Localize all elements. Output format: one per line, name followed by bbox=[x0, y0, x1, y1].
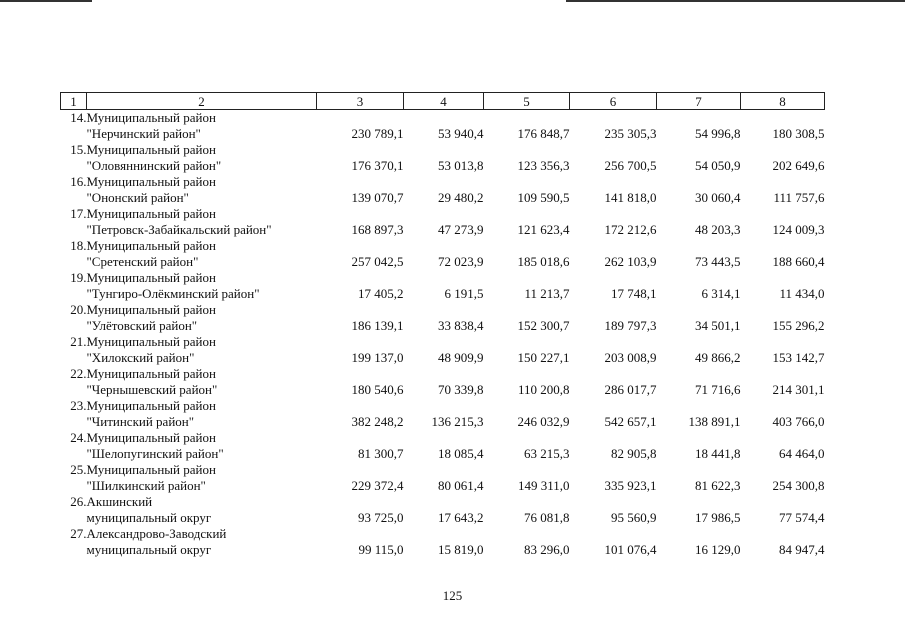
value-col-3: 17 405,2 bbox=[358, 286, 404, 301]
value-col-7: 81 622,3 bbox=[695, 478, 741, 493]
value-col-6: 82 905,8 bbox=[611, 446, 657, 461]
value-col-4: 17 643,2 bbox=[438, 510, 484, 525]
column-header: 1 bbox=[61, 93, 87, 110]
value-col-6: 235 305,3 bbox=[604, 126, 657, 141]
budget-table bbox=[60, 92, 825, 558]
value-col-3: 93 725,0 bbox=[358, 510, 404, 525]
municipality-type: Муниципальный район bbox=[86, 110, 216, 125]
municipality-type: Муниципальный район bbox=[86, 366, 216, 381]
row-number-text: 26. bbox=[70, 494, 87, 509]
value-col-4: 18 085,4 bbox=[438, 446, 484, 461]
value-col-7: 71 716,6 bbox=[695, 382, 741, 397]
row-number-text: 19. bbox=[70, 270, 87, 285]
municipality-name bbox=[87, 270, 317, 302]
municipality-title: "Петровск-Забайкальский район" bbox=[86, 222, 272, 237]
row-number bbox=[61, 334, 87, 366]
value-col-8: 84 947,4 bbox=[779, 542, 825, 557]
value-col-3: 81 300,7 bbox=[358, 446, 404, 461]
value-col-4: 15 819,0 bbox=[438, 542, 484, 557]
row-number bbox=[61, 398, 87, 430]
column-header: 8 bbox=[741, 93, 825, 110]
value-col-6: 172 212,6 bbox=[604, 222, 657, 237]
municipality-type: Акшинский bbox=[86, 494, 153, 509]
value-col-8: 77 574,4 bbox=[779, 510, 825, 525]
row-number-text: 20. bbox=[70, 302, 87, 317]
row-number bbox=[61, 206, 87, 238]
value-col-6: 203 008,9 bbox=[604, 350, 657, 365]
value-col-8: 254 300,8 bbox=[772, 478, 825, 493]
value-col-5: 109 590,5 bbox=[517, 190, 570, 205]
value-col-7: 6 314,1 bbox=[701, 286, 741, 301]
municipality-name bbox=[87, 174, 317, 206]
value-col-6: 17 748,1 bbox=[611, 286, 657, 301]
municipality-title: "Ононский район" bbox=[86, 190, 189, 205]
value-col-6: 141 818,0 bbox=[604, 190, 657, 205]
value-col-3: 382 248,2 bbox=[351, 414, 404, 429]
municipality-title: "Читинский район" bbox=[86, 414, 195, 429]
value-col-4: 72 023,9 bbox=[438, 254, 484, 269]
value-col-4: 47 273,9 bbox=[438, 222, 484, 237]
municipality-name bbox=[87, 334, 317, 366]
table-row bbox=[61, 270, 825, 302]
row-number bbox=[61, 302, 87, 334]
value-col-4: 6 191,5 bbox=[444, 286, 484, 301]
row-number-text: 14. bbox=[70, 110, 87, 125]
municipality-title: "Улётовский район" bbox=[86, 318, 198, 333]
value-col-6: 189 797,3 bbox=[604, 318, 657, 333]
value-col-4: 33 838,4 bbox=[438, 318, 484, 333]
table-row bbox=[61, 110, 825, 143]
value-col-3: 139 070,7 bbox=[351, 190, 404, 205]
row-number-text: 21. bbox=[70, 334, 87, 349]
scan-edge-line-right bbox=[566, 0, 905, 2]
value-col-6: 335 923,1 bbox=[604, 478, 657, 493]
column-header: 6 bbox=[570, 93, 657, 110]
page-number: 125 bbox=[442, 588, 463, 603]
column-header: 4 bbox=[404, 93, 484, 110]
value-col-7: 138 891,1 bbox=[688, 414, 741, 429]
value-col-3: 99 115,0 bbox=[358, 542, 404, 557]
table-row bbox=[61, 526, 825, 558]
municipality-type: Муниципальный район bbox=[86, 270, 216, 285]
municipality-title: муниципальный округ bbox=[86, 542, 212, 557]
table-row bbox=[61, 430, 825, 462]
row-number bbox=[61, 174, 87, 206]
value-col-5: 123 356,3 bbox=[517, 158, 570, 173]
value-col-8: 111 757,6 bbox=[773, 190, 825, 205]
value-col-5: 152 300,7 bbox=[517, 318, 570, 333]
table-row bbox=[61, 302, 825, 334]
value-col-7: 34 501,1 bbox=[695, 318, 741, 333]
value-col-7: 30 060,4 bbox=[695, 190, 741, 205]
row-number bbox=[61, 430, 87, 462]
value-col-4: 53 013,8 bbox=[438, 158, 484, 173]
municipality-name bbox=[87, 366, 317, 398]
value-col-7: 48 203,3 bbox=[695, 222, 741, 237]
value-col-3: 186 139,1 bbox=[351, 318, 404, 333]
value-col-5: 121 623,4 bbox=[517, 222, 570, 237]
value-col-6: 262 103,9 bbox=[604, 254, 657, 269]
value-col-5: 185 018,6 bbox=[517, 254, 570, 269]
municipality-type: Муниципальный район bbox=[86, 174, 216, 189]
value-col-3: 230 789,1 bbox=[351, 126, 404, 141]
municipality-title: "Шилкинский район" bbox=[86, 478, 206, 493]
row-number-text: 15. bbox=[70, 142, 87, 157]
table-row bbox=[61, 398, 825, 430]
municipality-type: Муниципальный район bbox=[86, 334, 216, 349]
municipality-type: Александрово-Заводский bbox=[86, 526, 227, 541]
value-col-5: 76 081,8 bbox=[524, 510, 570, 525]
municipality-title: "Нерчинский район" bbox=[86, 126, 201, 141]
municipality-name bbox=[87, 430, 317, 462]
municipality-type: Муниципальный район bbox=[86, 462, 216, 477]
value-col-5: 150 227,1 bbox=[517, 350, 570, 365]
municipality-type: Муниципальный район bbox=[86, 430, 216, 445]
table-row bbox=[61, 366, 825, 398]
municipality-name bbox=[87, 462, 317, 494]
table-row bbox=[61, 462, 825, 494]
value-col-5: 246 032,9 bbox=[517, 414, 570, 429]
table-row bbox=[61, 206, 825, 238]
value-col-7: 54 050,9 bbox=[695, 158, 741, 173]
value-col-8: 214 301,1 bbox=[772, 382, 825, 397]
value-col-6: 101 076,4 bbox=[604, 542, 657, 557]
value-col-7: 49 866,2 bbox=[695, 350, 741, 365]
value-col-5: 176 848,7 bbox=[517, 126, 570, 141]
municipality-name bbox=[87, 238, 317, 270]
table-row bbox=[61, 334, 825, 366]
value-col-5: 63 215,3 bbox=[524, 446, 570, 461]
column-header: 7 bbox=[657, 93, 741, 110]
municipality-title: муниципальный округ bbox=[86, 510, 212, 525]
value-col-4: 29 480,2 bbox=[438, 190, 484, 205]
column-header: 3 bbox=[317, 93, 404, 110]
value-col-7: 18 441,8 bbox=[695, 446, 741, 461]
municipality-name bbox=[87, 398, 317, 430]
column-header: 2 bbox=[87, 93, 317, 110]
row-number-text: 16. bbox=[70, 174, 87, 189]
value-col-4: 70 339,8 bbox=[438, 382, 484, 397]
scan-edge-line-left bbox=[0, 0, 92, 2]
value-col-7: 73 443,5 bbox=[695, 254, 741, 269]
value-col-6: 256 700,5 bbox=[604, 158, 657, 173]
value-col-3: 257 042,5 bbox=[351, 254, 404, 269]
value-col-8: 188 660,4 bbox=[772, 254, 825, 269]
value-col-4: 136 215,3 bbox=[431, 414, 484, 429]
row-number bbox=[61, 462, 87, 494]
value-col-3: 176 370,1 bbox=[351, 158, 404, 173]
table-row bbox=[61, 494, 825, 526]
value-col-7: 16 129,0 bbox=[695, 542, 741, 557]
row-number bbox=[61, 526, 87, 558]
value-col-5: 83 296,0 bbox=[524, 542, 570, 557]
table-row bbox=[61, 142, 825, 174]
row-number-text: 24. bbox=[70, 430, 87, 445]
municipality-type: Муниципальный район bbox=[86, 398, 216, 413]
municipality-name bbox=[87, 302, 317, 334]
row-number-text: 22. bbox=[70, 366, 87, 381]
municipality-name bbox=[87, 206, 317, 238]
row-number-text: 18. bbox=[70, 238, 87, 253]
row-number-text: 17. bbox=[70, 206, 87, 221]
value-col-8: 64 464,0 bbox=[779, 446, 825, 461]
column-header: 5 bbox=[484, 93, 570, 110]
row-number bbox=[61, 270, 87, 302]
value-col-6: 542 657,1 bbox=[604, 414, 657, 429]
municipality-type: Муниципальный район bbox=[86, 142, 216, 157]
municipality-type: Муниципальный район bbox=[86, 302, 216, 317]
municipality-title: "Тунгиро-Олёкминский район" bbox=[86, 286, 260, 301]
municipality-name bbox=[87, 110, 317, 143]
value-col-6: 286 017,7 bbox=[604, 382, 657, 397]
value-col-4: 80 061,4 bbox=[438, 478, 484, 493]
value-col-8: 155 296,2 bbox=[772, 318, 825, 333]
table-header-row bbox=[61, 93, 825, 110]
value-col-5: 149 311,0 bbox=[517, 478, 570, 493]
value-col-5: 11 213,7 bbox=[524, 286, 570, 301]
value-col-4: 53 940,4 bbox=[438, 126, 484, 141]
row-number bbox=[61, 238, 87, 270]
value-col-8: 124 009,3 bbox=[772, 222, 825, 237]
municipality-title: "Хилокский район" bbox=[86, 350, 195, 365]
value-col-8: 153 142,7 bbox=[772, 350, 825, 365]
table-row bbox=[61, 238, 825, 270]
municipality-name bbox=[87, 494, 317, 526]
municipality-name bbox=[87, 526, 317, 558]
municipality-type: Муниципальный район bbox=[86, 238, 216, 253]
value-col-6: 95 560,9 bbox=[611, 510, 657, 525]
row-number bbox=[61, 366, 87, 398]
municipality-name bbox=[87, 142, 317, 174]
value-col-4: 48 909,9 bbox=[438, 350, 484, 365]
municipality-title: "Оловяннинский район" bbox=[86, 158, 222, 173]
value-col-8: 403 766,0 bbox=[772, 414, 825, 429]
value-col-5: 110 200,8 bbox=[517, 382, 570, 397]
municipality-title: "Чернышевский район" bbox=[86, 382, 218, 397]
municipality-title: "Сретенский район" bbox=[86, 254, 199, 269]
row-number-text: 27. bbox=[70, 526, 87, 541]
row-number bbox=[61, 494, 87, 526]
table-row bbox=[61, 174, 825, 206]
value-col-3: 199 137,0 bbox=[351, 350, 404, 365]
value-col-3: 168 897,3 bbox=[351, 222, 404, 237]
row-number bbox=[61, 110, 87, 143]
value-col-8: 202 649,6 bbox=[772, 158, 825, 173]
value-col-3: 180 540,6 bbox=[351, 382, 404, 397]
municipality-title: "Шелопугинский район" bbox=[86, 446, 224, 461]
row-number-text: 25. bbox=[70, 462, 87, 477]
row-number-text: 23. bbox=[70, 398, 87, 413]
row-number bbox=[61, 142, 87, 174]
municipality-type: Муниципальный район bbox=[86, 206, 216, 221]
value-col-3: 229 372,4 bbox=[351, 478, 404, 493]
value-col-7: 54 996,8 bbox=[695, 126, 741, 141]
value-col-7: 17 986,5 bbox=[695, 510, 741, 525]
value-col-8: 11 434,0 bbox=[779, 286, 825, 301]
value-col-8: 180 308,5 bbox=[772, 126, 825, 141]
